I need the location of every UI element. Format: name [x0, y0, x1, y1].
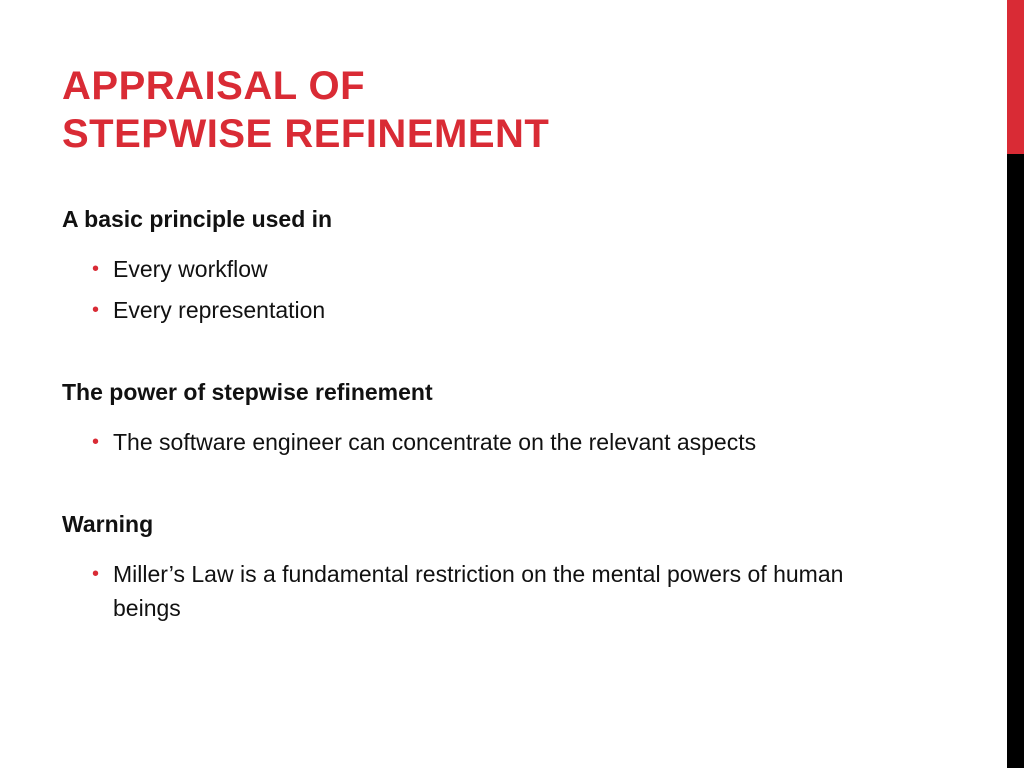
slide-title-line-1: APPRAISAL OF: [62, 64, 366, 108]
bullet-item: [62, 293, 902, 327]
bullet-dot-icon: •: [92, 431, 100, 453]
bullet-item: [62, 557, 902, 625]
slide-title: [62, 62, 549, 158]
bullet-dot-icon: •: [92, 299, 100, 321]
bullet-dot-icon: •: [92, 258, 100, 280]
section-warning: [62, 507, 902, 625]
bullet-item: [62, 252, 902, 286]
section-heading: A basic principle used in: [62, 206, 333, 232]
section-heading: Warning: [62, 511, 154, 537]
side-accent-bar: [1007, 0, 1024, 768]
bullet-list: [62, 557, 902, 625]
section-power: [62, 375, 902, 459]
section-basic-principle: [62, 202, 902, 327]
side-accent-bar-red: [1007, 0, 1024, 154]
bullet-text: Every representation: [113, 297, 326, 323]
bullet-text: The software engineer can concentrate on the relevant aspects: [113, 429, 757, 455]
slide-title-line-2: STEPWISE REFINEMENT: [62, 112, 550, 156]
bullet-item: [62, 425, 902, 459]
bullet-text: Every workflow: [113, 256, 268, 282]
bullet-list: [62, 252, 902, 327]
bullet-dot-icon: •: [92, 563, 100, 585]
bullet-list: [62, 425, 902, 459]
side-accent-bar-black: [1007, 154, 1024, 768]
bullet-text: Miller’s Law is a fundamental restriction on the mental powers of human beings: [113, 561, 844, 621]
section-heading: The power of stepwise refinement: [62, 379, 433, 405]
slide-body: [62, 202, 902, 625]
